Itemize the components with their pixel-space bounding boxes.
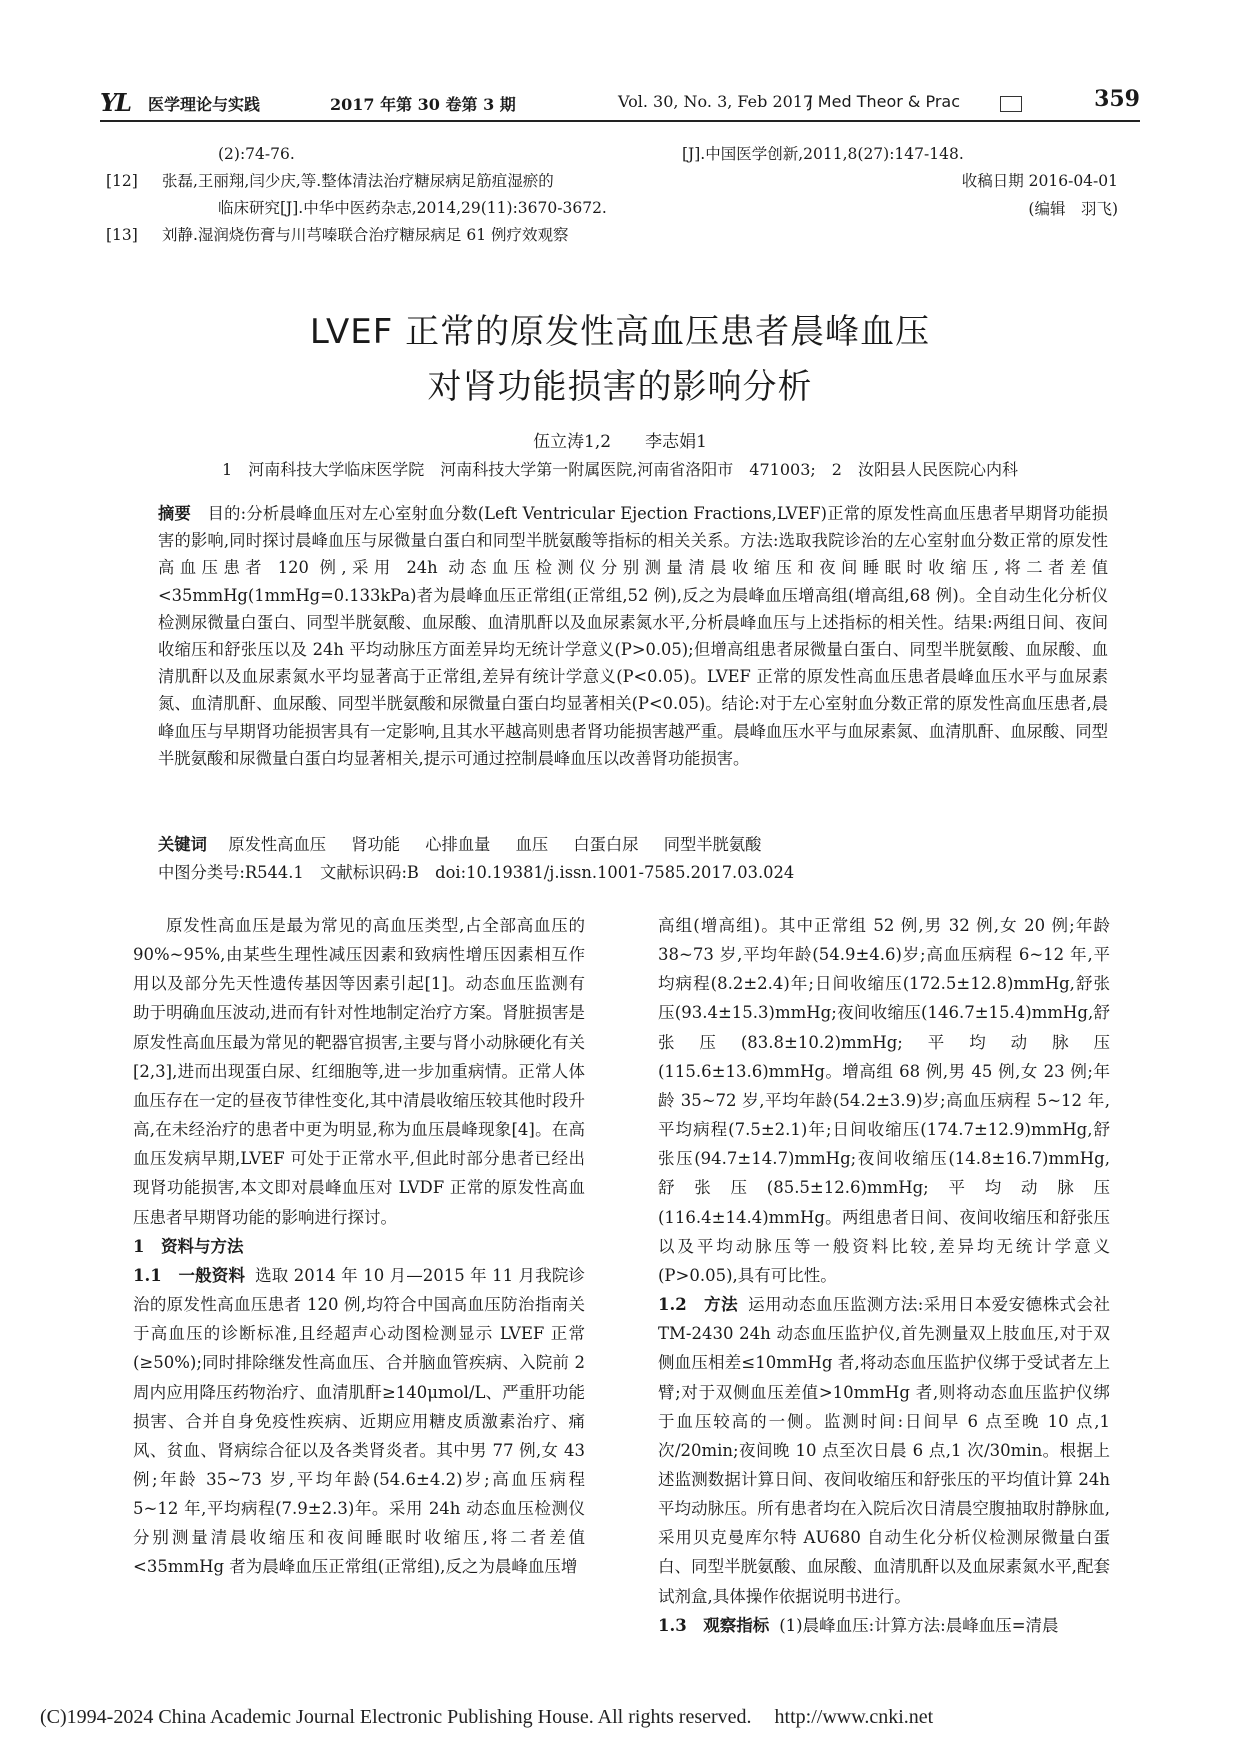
- abstract-text: 目的:分析晨峰血压对左心室射血分数(Left Ventricular Ejection Fractions,LVEF)正常的原发性高血压患者早期肾功能损害的影响,同时探讨晨峰血压与尿微量白蛋白和同型半胱氨酸等指标的相关关系。方法:选取我院诊治的左心室射血分数正常的原发性高血压患者 120 例,采用 24h 动态血压检测仪分别测量清晨收缩压和夜间睡眠时收缩压,将二者差值<35mmHg(1mmHg=0.133kPa)者为晨峰血压正常组(正常组,52 例),反之为晨峰血压增高组(增高组,68 例)。全自动生化分析仪检测尿微量白蛋白、同型半胱氨酸、血尿酸、血清肌酐以及血尿素氮水平,分析晨峰血压与上述指标的相关性。结果:两组日间、夜间收缩压和舒张压以及 24h 平均动脉压方面差异均无统计学意义(P>0.05);但增高组患者尿微量白蛋白、同型半胱氨酸、血尿酸、血清肌酐以及血尿素氮水平均显著高于正常组,差异有统计学意义(P<0.05)。LVEF 正常的原发性高血压患者晨峰血压水平与血尿素氮、血清肌酐、血尿酸、同型半胱氨酸和尿微量白蛋白均显著相关(P<0.05)。结论:对于左心室射血分数正常的原发性高血压患者,晨峰血压与早期肾功能损害具有一定影响,且其水平越高则患者肾功能损害越严重。晨峰血压水平与血尿素氮、血清肌酐、血尿酸、同型半胱氨酸和尿微量白蛋白均显著相关,提示可通过控制晨峰血压以改善肾功能损害。: [158, 504, 1108, 768]
- copyright-text: (C)1994-2024 China Academic Journal Electronic Publishing House. All rights reserved.: [40, 1706, 752, 1728]
- issue-info-en: Vol. 30, No. 3, Feb 2017: [618, 92, 814, 111]
- reference-line: 临床研究[J].中华中医药杂志,2014,29(11):3670-3672.: [218, 199, 607, 217]
- subsection-label: 1.2 方法: [658, 1295, 739, 1315]
- reference-line: (2):74-76.: [218, 145, 295, 163]
- journal-logo: YL: [100, 88, 131, 117]
- header-rule: [100, 120, 1140, 122]
- references-left: [106, 141, 632, 249]
- body-column-right: [658, 911, 1110, 1640]
- reference-continued: [J].中国医学创新,2011,8(27):147-148.: [682, 145, 964, 163]
- article-title: [100, 305, 1140, 415]
- received-date: 收稿日期 2016-04-01: [961, 172, 1118, 190]
- journal-name-cn: 医学理论与实践: [148, 95, 261, 114]
- reference-12: [12] 张磊,王丽翔,闫少庆,等.整体清法治疗糖尿病足筋疽湿瘀的: [106, 172, 554, 190]
- subsection-label: 1.3 观察指标: [658, 1615, 770, 1635]
- reference-13: [13] 刘静.湿润烧伤膏与川芎嗪联合治疗糖尿病足 61 例疗效观察: [106, 226, 569, 244]
- keyword: 白蛋白尿: [573, 835, 639, 854]
- group-description-paragraph: 高组(增高组)。其中正常组 52 例,男 32 例,女 20 例;年龄 38~73 岁,平均年龄(54.9±4.6)岁;高血压病程 6~12 年,平均病程(8.2±2.4)年;日间收缩压(172.5±12.8)mmHg,舒张压(93.4±15.3)mmHg;夜间收缩压(146.7±15.4)mmHg,舒张压(83.8±10.2)mmHg;平均动脉压(115.6±13.6)mmHg。增高组 68 例,男 45 例,女 23 例;年龄 35~72 岁,平均年龄(54.2±3.9)岁;高血压病程 5~12 年,平均病程(7.5±2.1)年;日间收缩压(174.7±12.9)mmHg,舒张压(94.7±14.7)mmHg;夜间收缩压(14.8±16.7)mmHg,舒张压(85.5±12.6)mmHg;平均动脉压(116.4±14.4)mmHg。两组患者日间、夜间收缩压和舒张压以及平均动脉压等一般资料比较,差异均无统计学意义(P>0.05),具有可比性。: [658, 916, 1110, 1285]
- cnki-link[interactable]: http://www.cnki.net: [774, 1706, 934, 1728]
- journal-name-en: J Med Theor & Prac: [808, 92, 961, 111]
- keyword: 心排血量: [425, 835, 491, 854]
- keyword: 同型半胱氨酸: [663, 835, 762, 854]
- editor-line: (编辑 羽飞): [1028, 200, 1118, 218]
- abstract: [158, 500, 1108, 772]
- keyword: 肾功能: [351, 835, 401, 854]
- subsection-1-1: 1.1 一般资料 选取 2014 年 10 月—2015 年 11 月我院诊治的原发性高血压患者 120 例,均符合中国高血压防治指南关于高血压的诊断标准,且经超声心动图检测显示 LVEF 正常(≥50%);同时排除继发性高血压、合并脑血管疾病、入院前 2 周内应用降压药物治疗、血清肌酐≥140μmol/L、严重肝功能损害、合并自身免疫性疾病、近期应用糖皮质激素治疗、痛风、贫血、肾病综合征以及各类肾炎者。其中男 77 例,女 43 例;年龄 35~73 岁,平均年龄(54.6±4.2)岁;高血压病程 5~12 年,平均病程(7.9±2.3)年。采用 24h 动态血压检测仪分别测量清晨收缩压和夜间睡眠时收缩压,将二者差值<35mmHg 者为晨峰血压正常组(正常组),反之为晨峰血压增: [133, 1265, 585, 1577]
- copyright-footer: [40, 1706, 933, 1729]
- intro-paragraph: 原发性高血压是最为常见的高血压类型,占全部高血压的 90%~95%,由某些生理性减压因素和致病性增压因素相互作用以及部分先天性遗传基因等因素引起[1]。动态血压监测有助于明确血压波动,进而有针对性地制定治疗方案。肾脏损害是原发性高血压最为常见的靶器官损害,主要与肾小动脉硬化有关[2,3],进而出现蛋白尿、红细胞等,进一步加重病情。正常人体血压存在一定的昼夜节律性变化,其中清晨收缩压较其他时段升高,在未经治疗的患者中更为明显,称为血压晨峰现象[4]。在高血压发病早期,LVEF 可处于正常水平,但此时部分患者已经出现肾功能损害,本文即对晨峰血压对 LVDF 正常的原发性高血压患者早期肾功能的影响进行探讨。: [133, 916, 585, 1227]
- body-column-left: [133, 911, 585, 1582]
- keywords: [158, 831, 1108, 855]
- subsection-1-2: 1.2 方法 运用动态血压监测方法:采用日本爱安德株式会社 TM-2430 24h 动态血压监护仪,首先测量双上肢血压,对于双侧血压相差≤10mmHg 者,将动态血压监护仪绑于受试者左上臂;对于双侧血压差值>10mmHg 者,则将动态血压监护仪绑于血压较高的一侧。监测时间:日间早 6 点至晚 10 点,1 次/20min;夜间晚 10 点至次日晨 6 点,1 次/30min。根据上述监测数据计算日间、夜间收缩压和舒张压的平均值计算 24h 平均动脉压。所有患者均在入院后次日清晨空腹抽取肘静脉血,采用贝克曼库尔特 AU680 自动生化分析仪检测尿微量白蛋白、同型半胱氨酸、血尿酸、血清肌酐以及血尿素氮水平,配套试剂盒,具体操作依据说明书进行。: [658, 1295, 1110, 1606]
- title-line-1: LVEF 正常的原发性高血压患者晨峰血压: [309, 312, 931, 352]
- subsection-1-3: 1.3 观察指标 (1)晨峰血压:计算方法:晨峰血压=清晨: [658, 1615, 1059, 1635]
- classification-line: 中图分类号:R544.1 文献标识码:B doi:10.19381/j.issn.1001-7585.2017.03.024: [158, 863, 795, 882]
- keywords-label: 关键词: [158, 835, 224, 854]
- page-number: 359: [1094, 86, 1140, 112]
- abstract-label: 摘要: [158, 504, 208, 523]
- header-box-mark: [1000, 96, 1022, 112]
- affiliations: 1 河南科技大学临床医学院 河南科技大学第一附属医院,河南省洛阳市 471003; 2 汝阳县人民医院心内科: [222, 460, 1018, 479]
- section-heading: 1 资料与方法: [133, 1236, 244, 1256]
- subsection-label: 1.1 一般资料: [133, 1265, 246, 1285]
- keyword: 原发性高血压: [228, 835, 327, 854]
- authors: 伍立涛1,2 李志娟1: [533, 432, 707, 452]
- title-line-2: 对肾功能损害的影响分析: [427, 367, 813, 407]
- issue-info-cn: 2017 年第 30 卷第 3 期: [330, 95, 516, 114]
- keyword: 血压: [515, 835, 549, 854]
